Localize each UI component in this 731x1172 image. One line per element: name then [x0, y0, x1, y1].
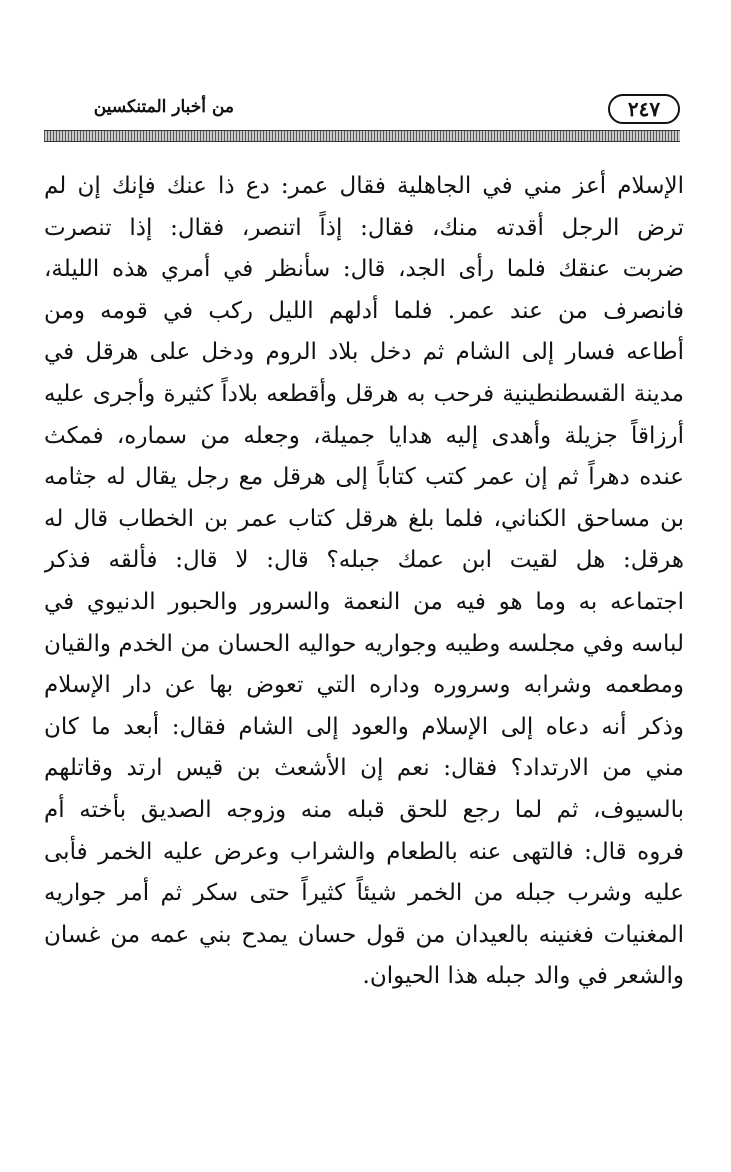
text-line: مدينة القسطنطينية فرحب به هرقل وأقطعه بلاداً كثيرة وأجرى عليه	[44, 380, 684, 407]
text-line: عليه وشرب جبله من الخمر شيئاً كثيراً حتى سكر ثم أمر جواريه	[44, 880, 684, 907]
page-header	[44, 94, 680, 128]
text-line: أرزاقاً جزيلة وأهدى إليه هدايا جميلة، وجعله من سماره، فمكث	[44, 422, 684, 449]
text-line: والشعر في والد جبله هذا الحيوان.	[362, 963, 684, 990]
text-line: مني من الارتداد؟ فقال: نعم إن الأشعث بن قيس ارتد وقاتلهم	[44, 755, 684, 782]
text-line: عنده دهراً ثم إن عمر كتب كتاباً إلى هرقل مع رجل يقال له جثامه	[44, 464, 684, 491]
text-line: وذكر أنه دعاه إلى الإسلام والعود إلى الشام فقال: أبعد ما كان	[44, 713, 684, 740]
text-line: فانصرف من عند عمر. فلما أدلهم الليل ركب في قومه ومن	[44, 297, 684, 324]
running-head: من أخبار المتنكسين	[93, 97, 234, 117]
text-line: فروه قال: فالتهى عنه بالطعام والشراب وعرض عليه الخمر فأبى	[44, 838, 684, 865]
text-line: أطاعه فسار إلى الشام ثم دخل بلاد الروم ودخل على هرقل في	[44, 339, 684, 366]
page-number-badge: ٢٤٧	[608, 94, 680, 124]
header-rule	[44, 130, 680, 142]
text-line: ومطعمه وشرابه وسروره وداره التي تعوض بها عن دار الإسلام	[44, 672, 684, 699]
body-text	[44, 166, 684, 998]
text-line: المغنيات فغنينه بالعيدان من قول حسان يمدح بني عمه من غسان	[44, 921, 684, 948]
text-line: بن مساحق الكناني، فلما بلغ هرقل كتاب عمر بن الخطاب قال له	[44, 505, 684, 532]
text-line: ترض الرجل أقدته منك، فقال: إذاً اتنصر، فقال: إذا تنصرت	[44, 214, 684, 241]
text-line: بالسيوف، ثم لما رجع للحق قبله منه وزوجه الصديق بأخته أم	[44, 796, 684, 823]
text-line: لباسه وفي مجلسه وطيبه وجواريه حواليه الحسان من الخدم والقيان	[44, 630, 684, 657]
text-line: الإسلام أعز مني في الجاهلية فقال عمر: دع ذا عنك فإنك إن لم	[44, 173, 684, 199]
text-line: اجتماعه به وما هو فيه من النعمة والسرور والحبور الدنيوي في	[44, 588, 684, 615]
text-line: ضربت عنقك فلما رأى الجد، قال: سأنظر في أمري هذه الليلة،	[44, 256, 684, 283]
text-line: هرقل: هل لقيت ابن عمك جبله؟ قال: لا قال: فألقه فذكر	[44, 547, 684, 574]
